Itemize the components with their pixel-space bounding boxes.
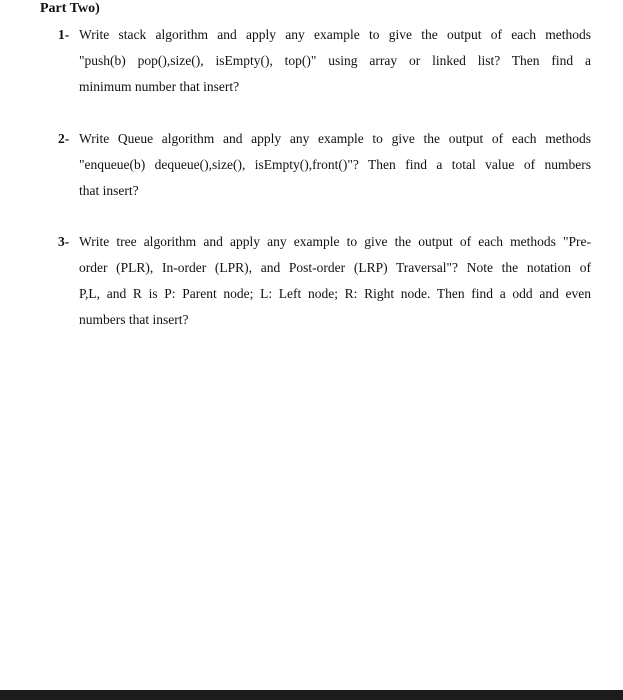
question-number: 2- <box>58 131 70 146</box>
question-line: "enqueue(b) dequeue(),size(), isEmpty(),front()"? Then find a total value of numbers <box>79 157 591 172</box>
question-number: 1- <box>58 27 70 42</box>
question-1 <box>58 22 591 100</box>
question-line: numbers that insert? <box>79 312 189 327</box>
question-line: "push(b) pop(),size(), isEmpty(), top()" using array or linked list? Then find a <box>79 53 591 68</box>
question-2 <box>58 126 591 204</box>
question-line: that insert? <box>79 183 139 198</box>
section-title: Part Two) <box>40 1 100 16</box>
question-3 <box>58 229 591 333</box>
question-line: P,L, and R is P: Parent node; L: Left node; R: Right node. Then find a odd and even <box>79 286 591 301</box>
question-number: 3- <box>58 234 70 249</box>
question-line: Write Queue algorithm and apply any example to give the output of each methods <box>79 131 591 146</box>
question-line: Write tree algorithm and apply any example to give the output of each methods "Pre- <box>79 234 591 249</box>
question-line: Write stack algorithm and apply any example to give the output of each methods <box>79 27 591 42</box>
question-line: order (PLR), In-order (LPR), and Post-order (LRP) Traversal"? Note the notation of <box>79 260 591 275</box>
question-line: minimum number that insert? <box>79 79 240 94</box>
bottom-edge-bar <box>0 690 623 700</box>
